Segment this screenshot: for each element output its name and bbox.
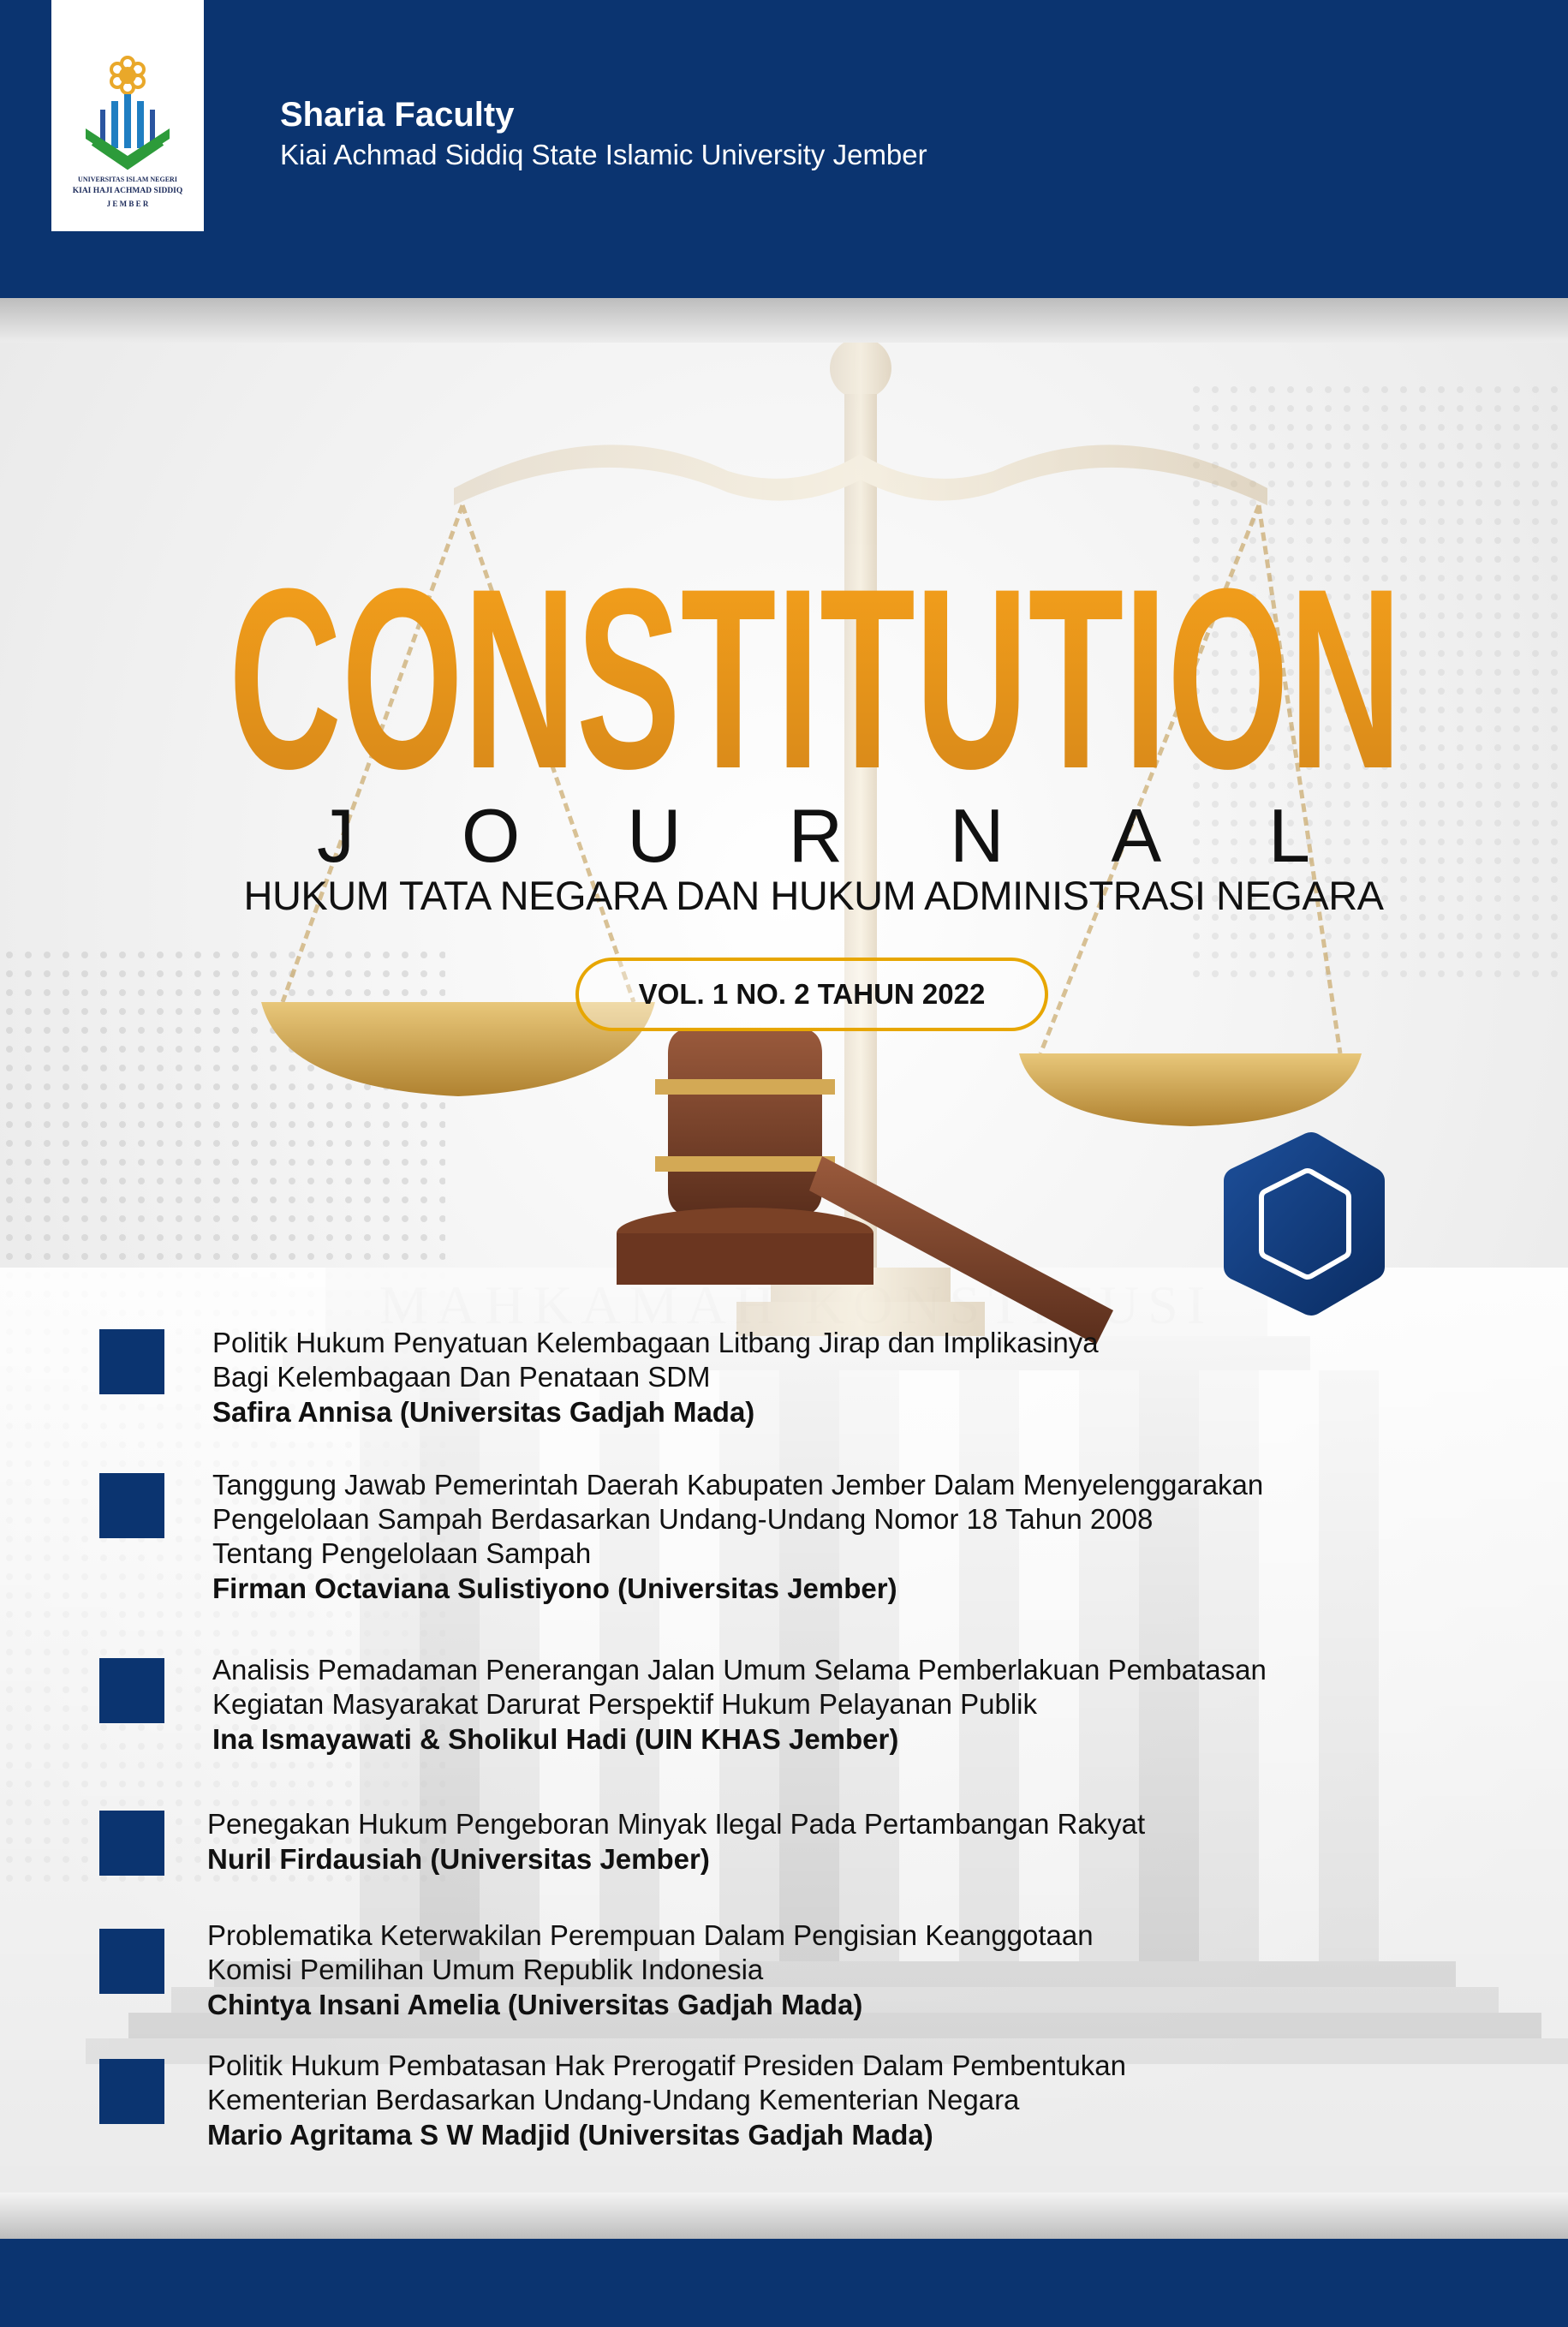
title-svg [224, 572, 1406, 786]
footer-band [0, 2239, 1568, 2327]
article-title-line: Komisi Pemilihan Umum Republik Indonesia [207, 1954, 764, 1985]
article-title-line: Tentang Pengelolaan Sampah [212, 1537, 592, 1569]
logo-line-2: KIAI HAJI ACHMAD SIDDIQ [72, 187, 183, 195]
journal-letter: L [1268, 793, 1310, 878]
journal-subtitle [317, 792, 1310, 878]
journal-letter: N [950, 793, 1005, 878]
faculty-name: Sharia Faculty [280, 96, 515, 134]
university-name: Kiai Achmad Siddiq State Islamic University Jember [280, 139, 927, 170]
article-title-line: Kegiatan Masyarakat Darurat Perspektif Hukum Pelayanan Publik [212, 1688, 1037, 1720]
logo-line-3: J E M B E R [106, 200, 149, 208]
article-title-line: Penegakan Hukum Pengeboran Minyak Ilegal Pada Pertambangan Rakyat [207, 1808, 1146, 1840]
journal-letter: J [317, 793, 355, 878]
header-shadow [0, 298, 1568, 349]
bullet-square [99, 1929, 164, 1994]
header-band [0, 0, 1568, 298]
journal-scope: HUKUM TATA NEGARA DAN HUKUM ADMINISTRASI NEGARA [243, 873, 1384, 918]
university-logo [51, 0, 204, 231]
bullet-square [99, 1811, 164, 1876]
logo-emblem-icon [51, 0, 204, 231]
bullet-square [99, 1329, 164, 1394]
article-author: Nuril Firdausiah (Universitas Jember) [207, 1843, 710, 1875]
article-author: Ina Ismayawati & Sholikul Hadi (UIN KHAS Jember) [212, 1723, 899, 1755]
footer-shadow [0, 2193, 1568, 2239]
journal-letter: O [461, 793, 521, 878]
bullet-square [99, 1473, 164, 1538]
journal-letter: R [788, 793, 844, 878]
article-title-line: Problematika Keterwakilan Perempuan Dalam Pengisian Keanggotaan [207, 1919, 1094, 1951]
title-text: CONSTITUTION [229, 572, 1402, 786]
journal-letter: A [1111, 793, 1162, 878]
article-title-line: Pengelolaan Sampah Berdasarkan Undang-Undang Nomor 18 Tahun 2008 [212, 1503, 1154, 1535]
bullet-square [99, 2059, 164, 2124]
article-title-line: Analisis Pemadaman Penerangan Jalan Umum Selama Pemberlakuan Pembatasan [212, 1654, 1267, 1686]
article-title-line: Bagi Kelembagaan Dan Penataan SDM [212, 1361, 711, 1393]
article-title-line: Tanggung Jawab Pemerintah Daerah Kabupaten Jember Dalam Menyelenggarakan [212, 1469, 1264, 1501]
article-title-line: Politik Hukum Pembatasan Hak Prerogatif Presiden Dalam Pembentukan [207, 2050, 1127, 2081]
volume-badge: VOL. 1 NO. 2 TAHUN 2022 [575, 958, 1048, 1031]
article-title-line: Kementerian Berdasarkan Undang-Undang Kementerian Negara [207, 2084, 1020, 2115]
article-author: Safira Annisa (Universitas Gadjah Mada) [212, 1396, 755, 1428]
article-title-line: Politik Hukum Penyatuan Kelembagaan Litbang Jirap dan Implikasinya [212, 1327, 1099, 1358]
logo-line-1: UNIVERSITAS ISLAM NEGERI [78, 176, 177, 183]
bullet-square [99, 1658, 164, 1723]
journal-letter: U [627, 793, 682, 878]
article-author: Mario Agritama S W Madjid (Universitas Gadjah Mada) [207, 2119, 933, 2151]
article-author: Chintya Insani Amelia (Universitas Gadjah Mada) [207, 1989, 863, 2020]
article-author: Firman Octaviana Sulistiyono (Universitas Jember) [212, 1572, 897, 1604]
journal-title [224, 572, 1406, 786]
hexagon-icon [1220, 1131, 1388, 1317]
